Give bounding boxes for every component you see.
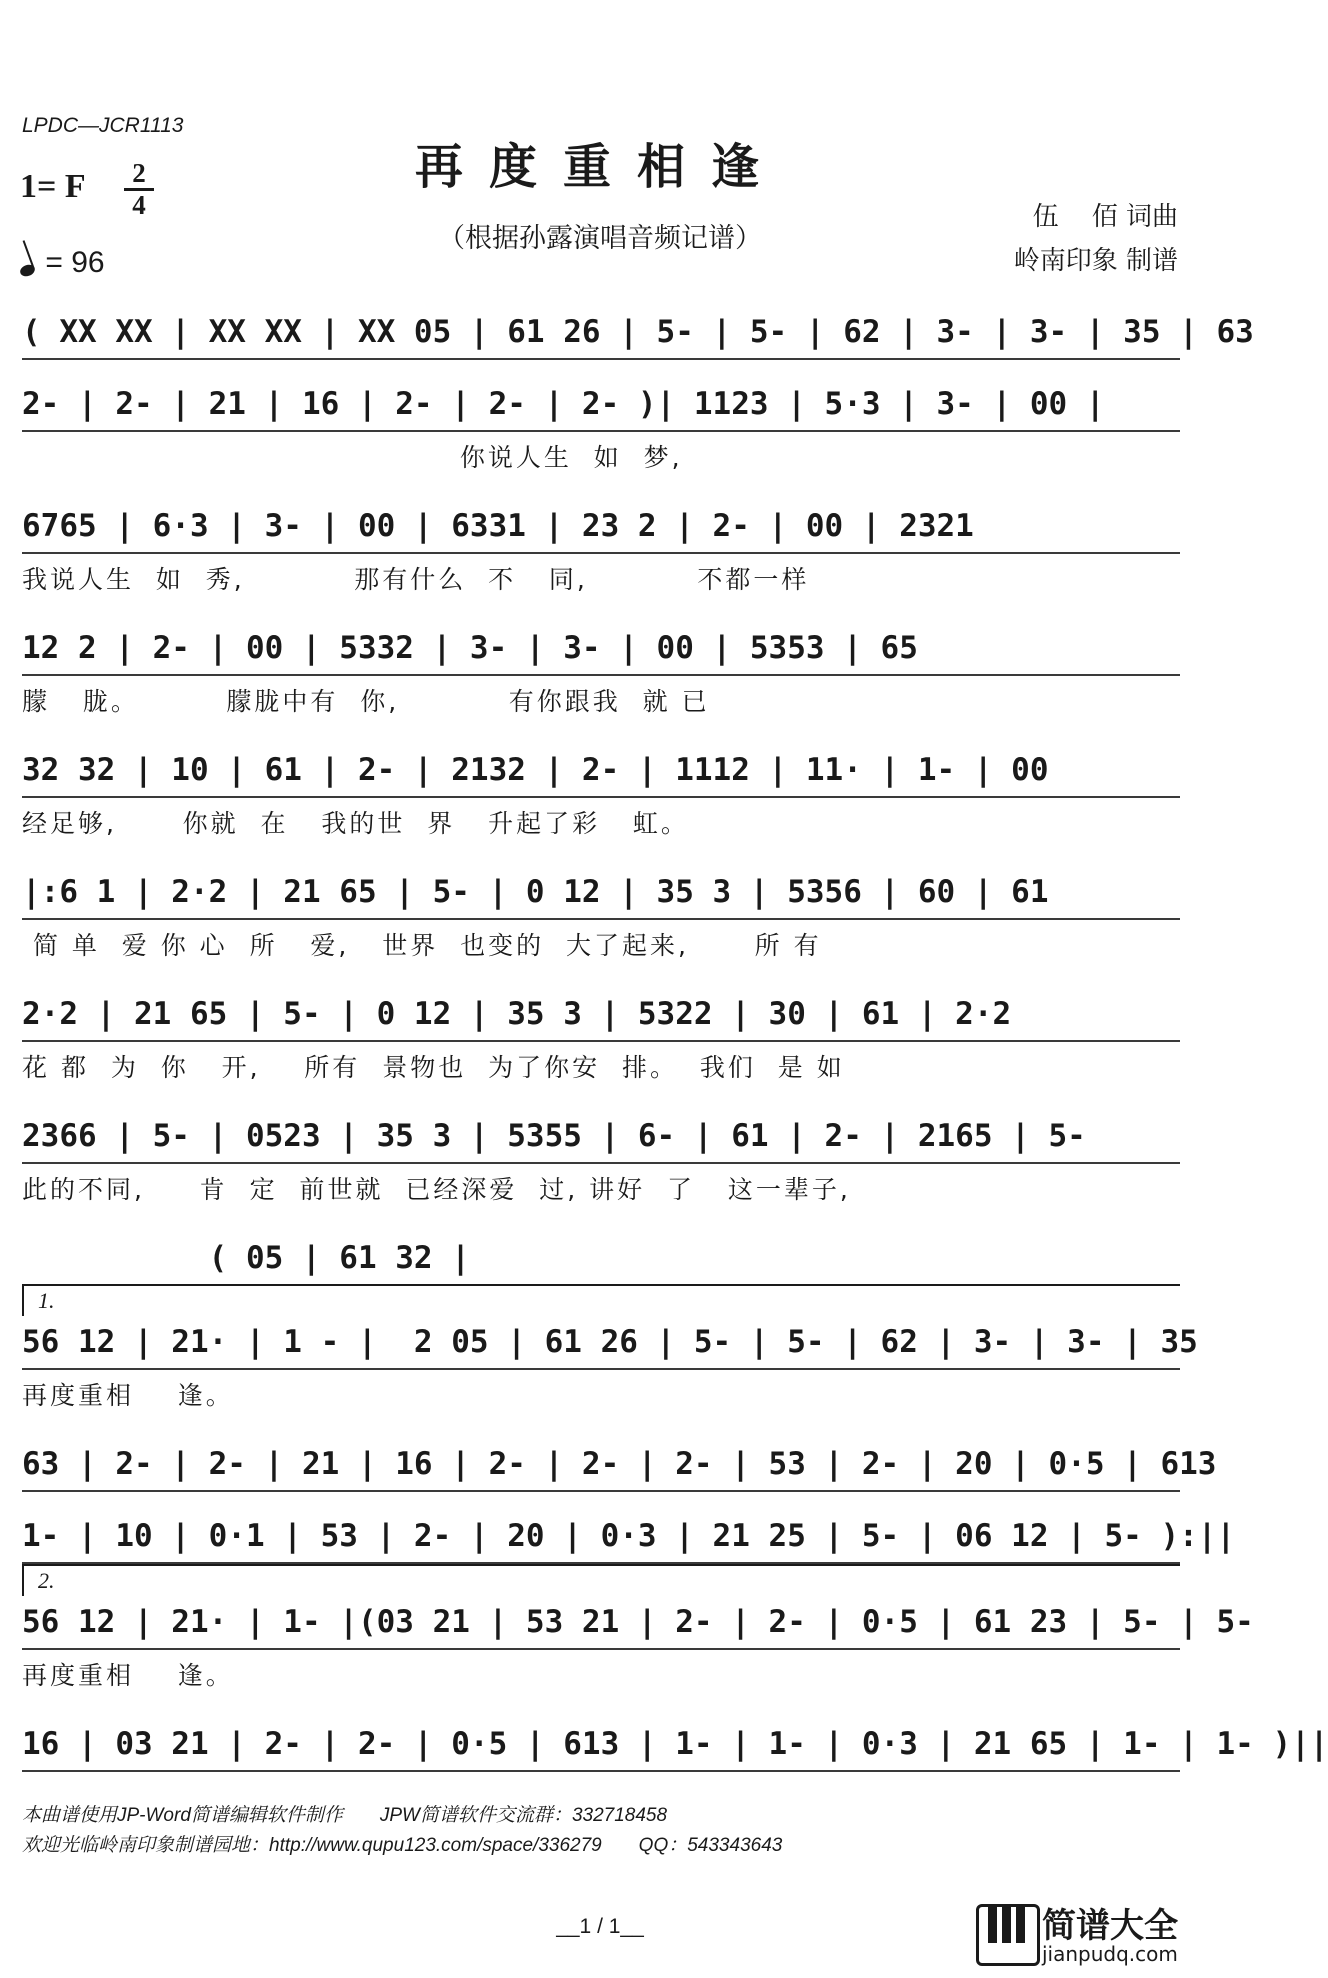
meter-top: 2 [132,158,146,188]
line-spacer [22,360,1180,378]
music-line: 56 12 | 21· | 1 - | 2 05 | 61 26 | 5- | 5- | 62 | 3- | 3- | 35 [22,1316,1180,1370]
lyric-line: 再度重相 逢。 [22,1661,234,1690]
site-logo [976,1900,1186,1970]
lyric-line: 再度重相 逢。 [22,1381,234,1410]
piano-keys-icon [976,1904,1040,1966]
footer-software-note: 本曲谱使用JP-Word简谱编辑软件制作 JPW简谱软件交流群：332718458 [22,1805,668,1826]
lyric-line: 此的不同, 肯 定 前世就 已经深爱 过, 讲好 了 这一辈子, [22,1175,851,1204]
logo-url: jianpudq.com [1042,1942,1178,1966]
music-line: 56 12 | 21· | 1- |(03 21 | 53 21 | 2- | 2- | 0·5 | 61 23 | 5- | 5- [22,1596,1180,1650]
lyric-line: 花 都 为 你 开, 所有 景物也 为了你安 排。 我们 是 如 [22,1053,845,1082]
lyric-line: 我说人生 如 秀, 那有什么 不 同, 不都一样 [22,565,810,594]
key-signature: 1= F [20,168,86,205]
tempo-marking [20,246,105,280]
music-line: |:6 1 | 2·2 | 21 65 | 5- | 0 12 | 35 3 | 5356 | 60 | 61 [22,866,1180,920]
music-line: 2- | 2- | 21 | 16 | 2- | 2- | 2- )| 1123 | 5·3 | 3- | 00 | [22,378,1180,432]
line-spacer [22,1492,1180,1510]
lyric-line: 朦 胧。 朦胧中有 你, 有你跟我 就 已 [22,687,710,716]
music-line: 63 | 2- | 2- | 21 | 16 | 2- | 2- | 2- | 53 | 2- | 20 | 0·5 | 613 [22,1438,1180,1492]
music-line: 16 | 03 21 | 2- | 2- | 0·5 | 613 | 1- | 1- | 0·3 | 21 65 | 1- | 1- )|| [22,1718,1180,1772]
meter-bottom: 4 [132,190,146,220]
song-subtitle: （根据孙露演唱音频记谱） [438,223,762,254]
song-title: 再度重相逢 [414,139,785,195]
logo-name: 简谱大全 [1042,1906,1178,1946]
credit-lyricist: 伍 佰 词曲 [1032,202,1178,232]
tempo-value: = 96 [45,246,105,279]
lyric-line: 简 单 爱 你 心 所 爱, 世界 也变的 大了起来, 所 有 [22,931,822,960]
lyric-line: 经足够, 你就 在 我的世 界 升起了彩 虹。 [22,809,689,838]
time-signature [124,160,154,219]
music-line: 1- | 10 | 0·1 | 53 | 2- | 20 | 0·3 | 21 25 | 5- | 06 12 | 5- ):|| [22,1510,1180,1564]
score-body [22,306,1328,1772]
score-code: LPDC—JCR1113 [22,114,184,137]
music-line: 32 32 | 10 | 61 | 2- | 2132 | 2- | 1112 | 11· | 1- | 00 [22,744,1180,798]
lyric-line: 你说人生 如 梦, [22,443,683,472]
pickup-line: ( 05 | 61 32 | [22,1240,470,1276]
music-line: ( XX XX | XX XX | XX 05 | 61 26 | 5- | 5- | 62 | 3- | 3- | 35 | 63 [22,306,1180,360]
music-line: 6765 | 6·3 | 3- | 00 | 6331 | 23 2 | 2- | 00 | 2321 [22,500,1180,554]
music-line: 2·2 | 21 65 | 5- | 0 12 | 35 3 | 5322 | 30 | 61 | 2·2 [22,988,1180,1042]
music-line: 12 2 | 2- | 00 | 5332 | 3- | 3- | 00 | 5353 | 65 [22,622,1180,676]
volta-bracket: 2. [22,1564,1180,1596]
credit-arranger: 岭南印象 制谱 [1013,246,1178,276]
page-number: __1 / 1__ [556,1915,644,1938]
volta-bracket: 1. [22,1284,1180,1316]
footer-website-note: 欢迎光临岭南印象制谱园地：http://www.qupu123.com/space/336279 QQ：543343643 [22,1835,783,1856]
music-line: 2366 | 5- | 0523 | 35 3 | 5355 | 6- | 61 | 2- | 2165 | 5- [22,1110,1180,1164]
quarter-note-icon [19,263,37,278]
